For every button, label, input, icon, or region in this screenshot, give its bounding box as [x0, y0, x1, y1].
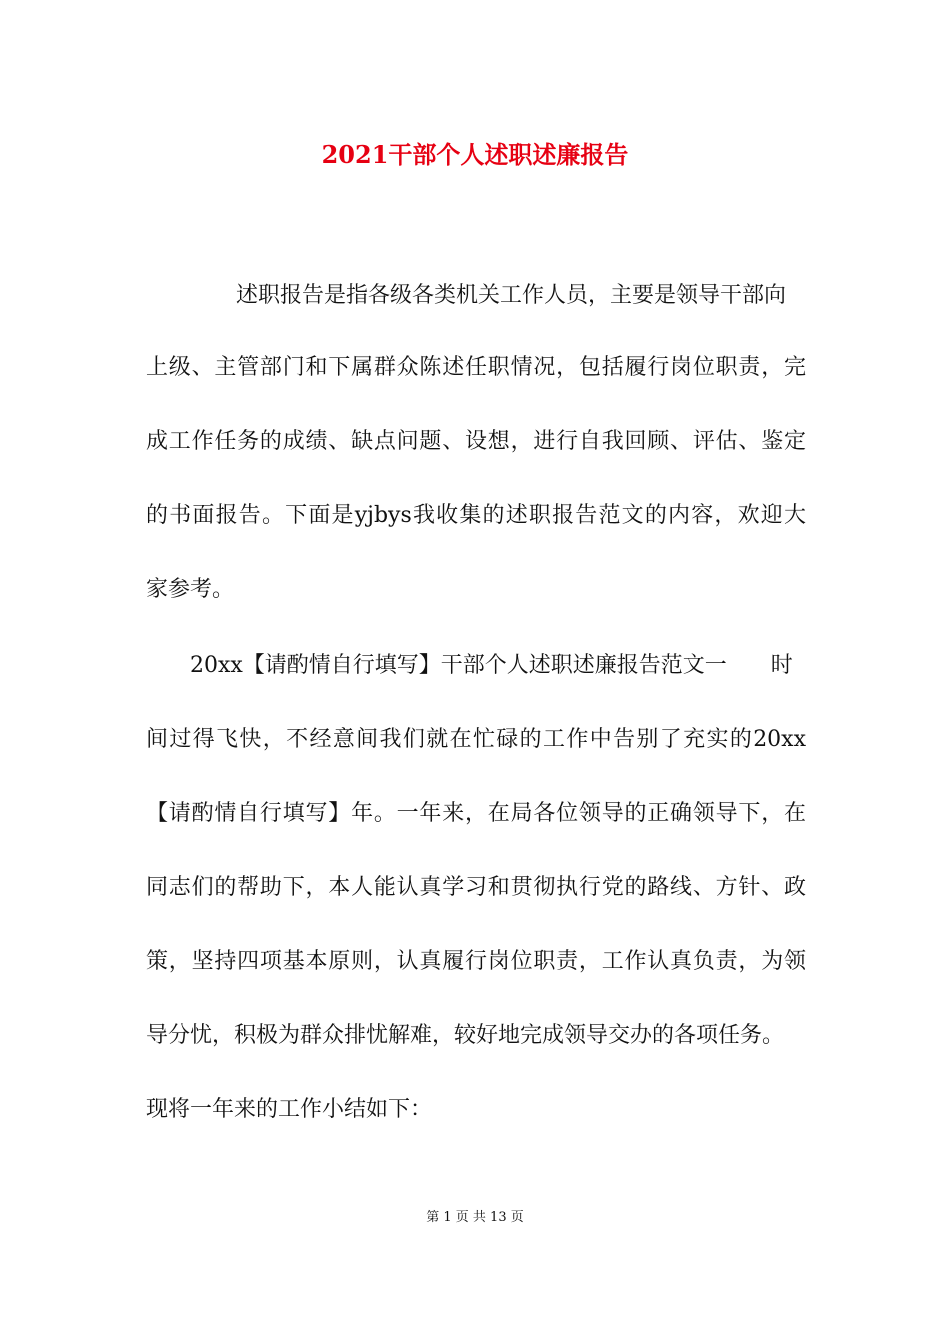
- intro-line: 的书面报告。下面是yjbys我收集的述职报告范文的内容，欢迎大: [146, 503, 806, 528]
- intro-line: 上级、主管部门和下属群众陈述任职情况，包括履行岗位职责，完: [146, 355, 806, 380]
- body-line: 现将一年来的工作小结如下：: [146, 1097, 433, 1122]
- page-title: 2021干部个人述职述廉报告: [321, 140, 629, 169]
- body-line: 20xx【请酌情自行填写】干部个人述职述廉报告范文一 时: [190, 653, 793, 678]
- intro-line: 家参考。: [146, 577, 235, 602]
- body-line: 【请酌情自行填写】年。一年来，在局各位领导的正确领导下，在: [146, 801, 806, 826]
- page-footer: 第 1 页 共 13 页: [426, 1210, 524, 1225]
- body-line: 策，坚持四项基本原则，认真履行岗位职责，工作认真负责，为领: [146, 949, 806, 974]
- intro-line: 述职报告是指各级各类机关工作人员，主要是领导干部向: [236, 283, 787, 308]
- intro-line: 成工作任务的成绩、缺点问题、设想，进行自我回顾、评估、鉴定: [146, 429, 806, 454]
- body-line: 间过得飞快，不经意间我们就在忙碌的工作中告别了充实的20xx: [146, 727, 806, 752]
- body-line: 同志们的帮助下，本人能认真学习和贯彻执行党的路线、方针、政: [146, 875, 806, 900]
- body-line: 导分忧，积极为群众排忧解难，较好地完成领导交办的各项任务。: [146, 1023, 785, 1048]
